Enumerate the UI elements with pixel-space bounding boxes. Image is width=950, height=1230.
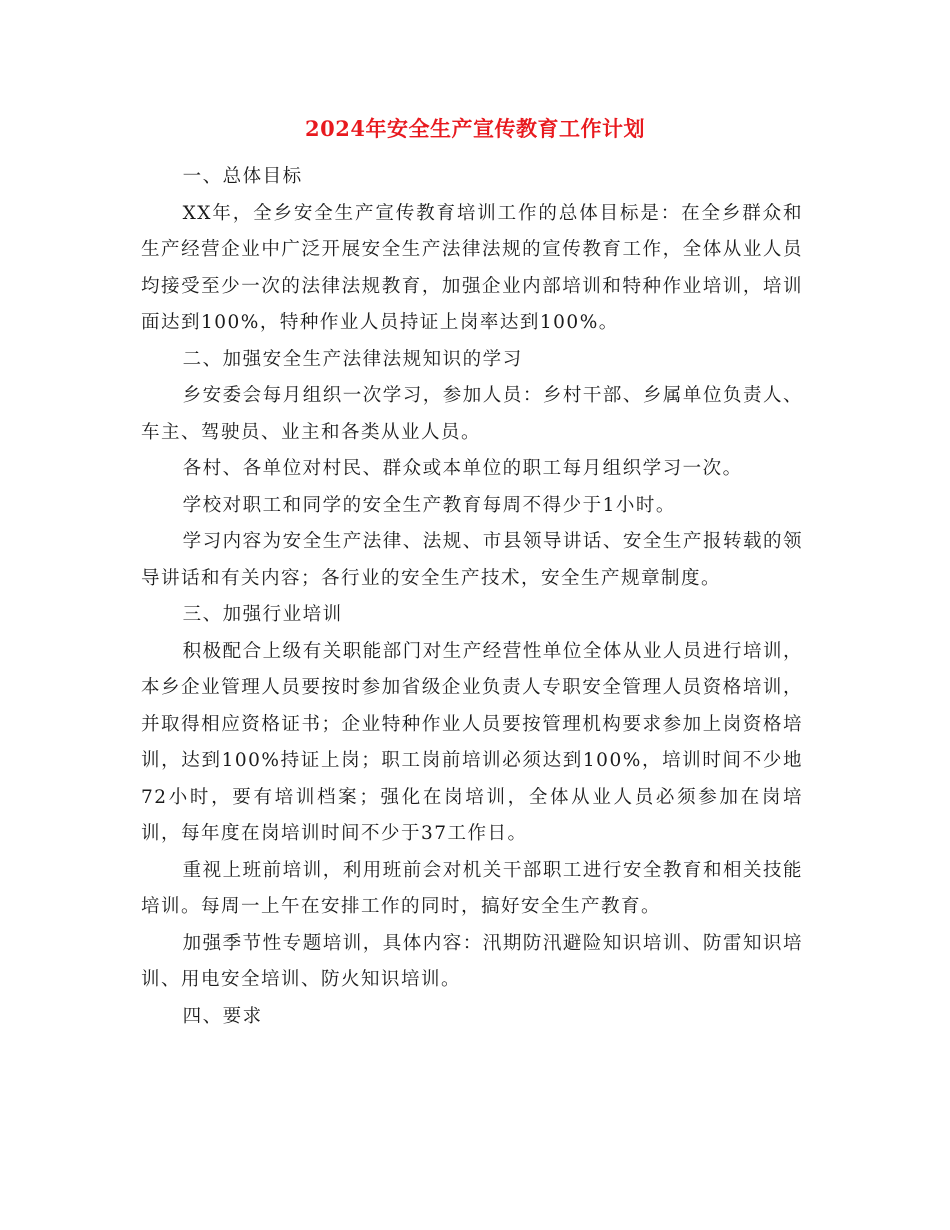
paragraph-overall-goal: XX年，全乡安全生产宣传教育培训工作的总体目标是：在全乡群众和生产经营企业中广泛开展安全生产法律法规的宣传教育工作，全体从业人员均接受至少一次的法律法规教育，加强企业内部培训和特种作业培训，培训面达到100%，特种作业人员持证上岗率达到100%。 — [141, 202, 803, 333]
paragraph-seasonal-training: 加强季节性专题培训，具体内容：汛期防汛避险知识培训、防雷知识培训、用电安全培训、防火知识培训。 — [141, 932, 803, 990]
document-title: 2024年安全生产宣传教育工作计划 — [305, 116, 645, 141]
heading-industry-training: 三、加强行业培训 — [182, 604, 343, 625]
paragraph-school-education: 学校对职工和同学的安全生产教育每周不得少于1小时。 — [182, 494, 676, 516]
heading-law-study: 二、加强安全生产法律法规知识的学习 — [182, 348, 523, 370]
paragraph-industry-training: 积极配合上级有关职能部门对生产经营性单位全体从业人员进行培训，本乡企业管理人员要按时参加省级企业负责人专职安全管理人员资格培训，并取得相应资格证书；企业特种作业人员要按管理机构要求参加上岗资格培训，达到100%持证上岗；职工岗前培训必须达到100%，培训时间不少地72小时，要有培训档案；强化在岗培训，全体从业人员必须参加在岗培训，每年度在岗培训时间不少于37工作日。 — [141, 640, 803, 844]
heading-requirements: 四、要求 — [182, 1005, 263, 1027]
paragraph-pre-shift-training: 重视上班前培训，利用班前会对机关干部职工进行安全教育和相关技能培训。每周一上午在安排工作的同时，搞好安全生产教育。 — [141, 859, 803, 917]
paragraph-study-content: 学习内容为安全生产法律、法规、市县领导讲话、安全生产报转载的领导讲话和有关内容；各行业的安全生产技术，安全生产规章制度。 — [141, 531, 803, 589]
heading-overall-goal: 一、总体目标 — [182, 166, 303, 187]
document-body — [141, 159, 803, 1035]
paragraph-monthly-study: 乡安委会每月组织一次学习，参加人员：乡村干部、乡属单位负责人、车主、驾驶员、业主和各类从业人员。 — [141, 385, 803, 443]
paragraph-village-study: 各村、各单位对村民、群众或本单位的职工每月组织学习一次。 — [182, 458, 743, 479]
